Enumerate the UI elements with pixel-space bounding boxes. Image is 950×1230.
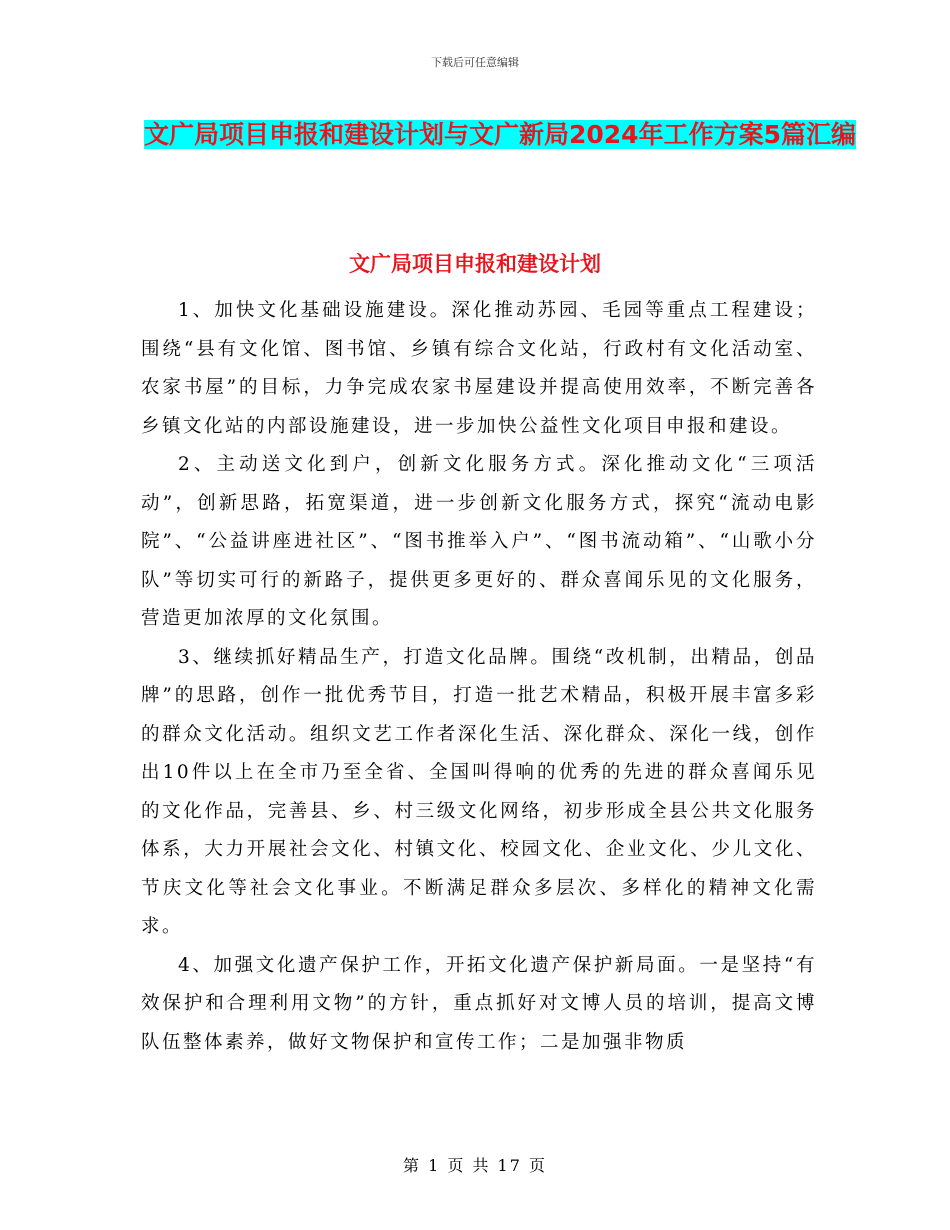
paragraph-2: 2、主动送文化到户，创新文化服务方式。深化推动文化“三项活动”，创新思路，拓宽渠道，进一步创新文化服务方式，探究“流动电影院”、“公益讲座进社区”、“图书推举入户”、“图书流动箱”、“山歌小分队”等切实可行的新路子，提供更多更好的、群众喜闻乐见的文化服务，营造更加浓厚的文化氛围。 — [141, 454, 817, 629]
section-title: 文广局项目申报和建设计划 — [349, 252, 601, 276]
paragraph-4: 4、加强文化遗产保护工作，开拓文化遗产保护新局面。一是坚持“有效保护和合理利用文物”的方针，重点抓好对文博人员的培训，提高文博队伍整体素养，做好文物保护和宣传工作；二是加强非物质 — [141, 954, 817, 1053]
paragraph-1: 1、加快文化基础设施建设。深化推动苏园、毛园等重点工程建设；围绕“县有文化馆、图书馆、乡镇有综合文化站，行政村有文化活动室、农家书屋”的目标，力争完成农家书屋建设并提高使用效率，不断完善各乡镇文化站的内部设施建设，进一步加快公益性文化项目申报和建设。 — [141, 300, 817, 437]
document-title-text: 文广局项目申报和建设计划与文广新局2024年工作方案5篇汇编 — [144, 120, 856, 149]
header-note: 下载后可任意编辑 — [431, 56, 519, 69]
body-text — [141, 292, 817, 1062]
document-title — [140, 112, 860, 158]
paragraph-3: 3、继续抓好精品生产，打造文化品牌。围绕“改机制，出精品，创品牌”的思路，创作一批优秀节目，打造一批艺术精品，积极开展丰富多彩的群众文化活动。组织文艺工作者深化生活、深化群众、深化一线，创作出10件以上在全市乃至全省、全国叫得响的优秀的先进的群众喜闻乐见的文化作品，完善县、乡、村三级文化网络，初步形成全县公共文化服务体系，大力开展社会文化、村镇文化、校园文化、企业文化、少儿文化、节庆文化等社会文化事业。不断满足群众多层次、多样化的精神文化需求。 — [141, 646, 817, 937]
page-footer: 第 1 页 共 17 页 — [403, 1156, 547, 1175]
